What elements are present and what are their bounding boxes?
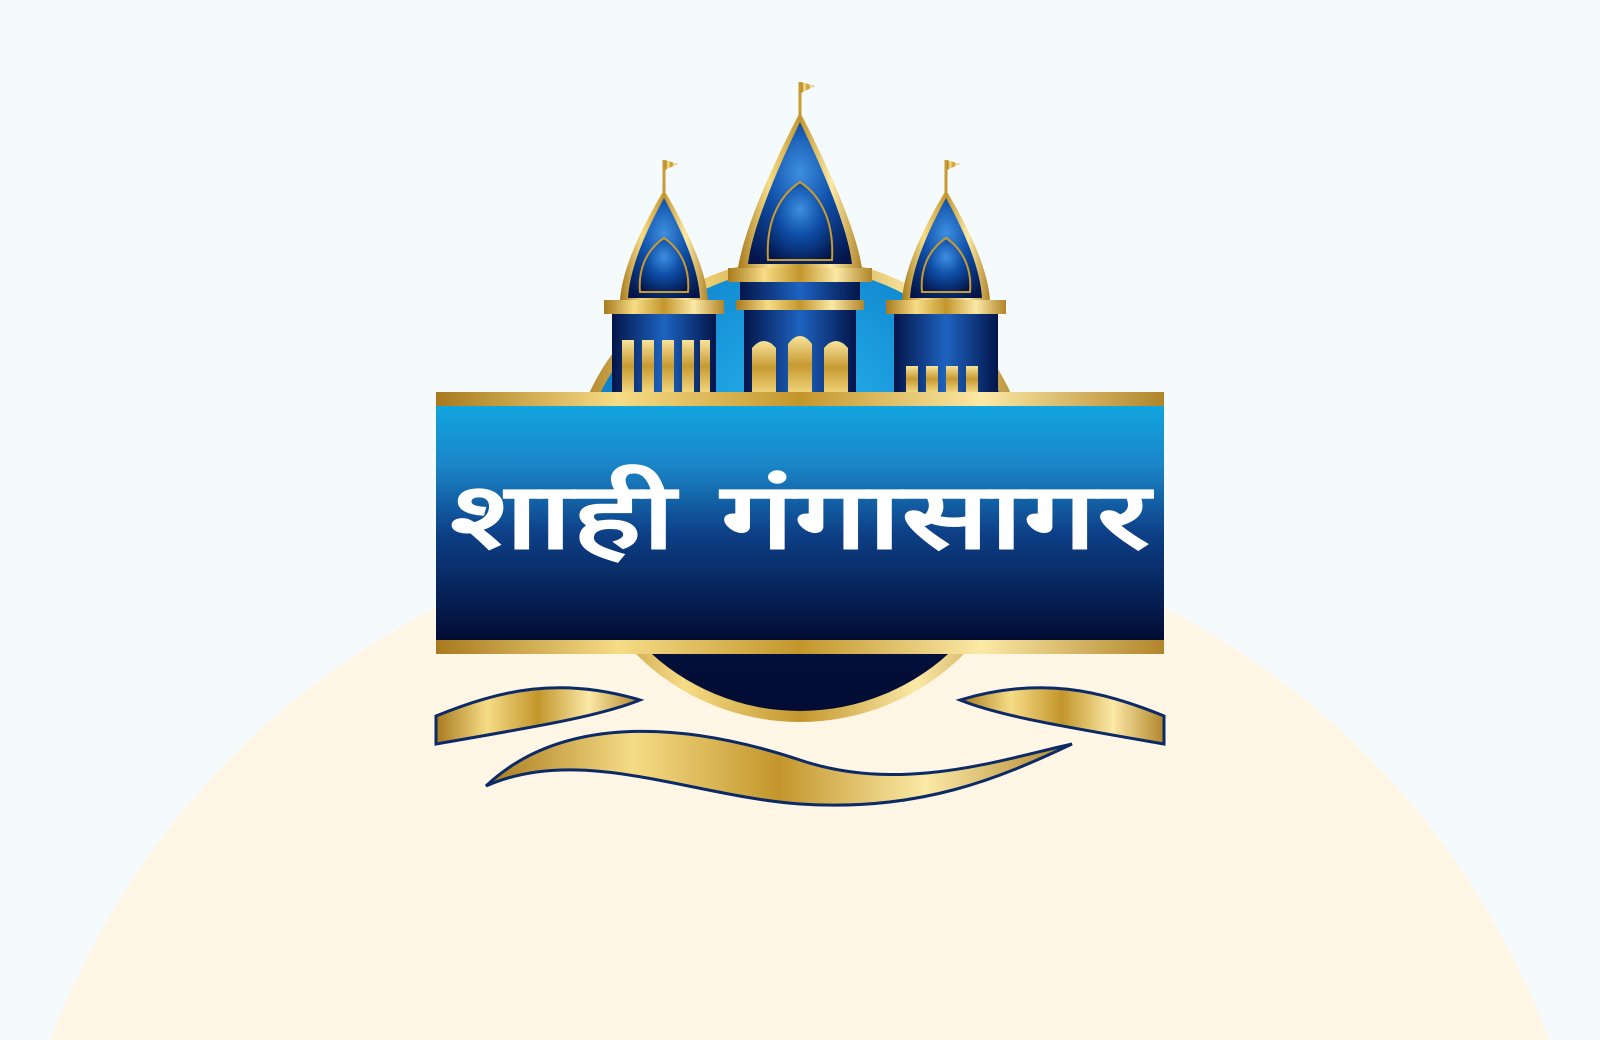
- temple-spire-icon: [604, 160, 724, 394]
- brand-banner: [436, 392, 1164, 654]
- brand-name: शाही गंगासागर: [450, 463, 1155, 570]
- flag-icon: [946, 160, 960, 196]
- temple-spire-icon: [728, 82, 872, 394]
- flag-icon: [664, 160, 678, 196]
- temple-spire-icon: [886, 160, 1006, 394]
- flag-icon: [800, 82, 815, 120]
